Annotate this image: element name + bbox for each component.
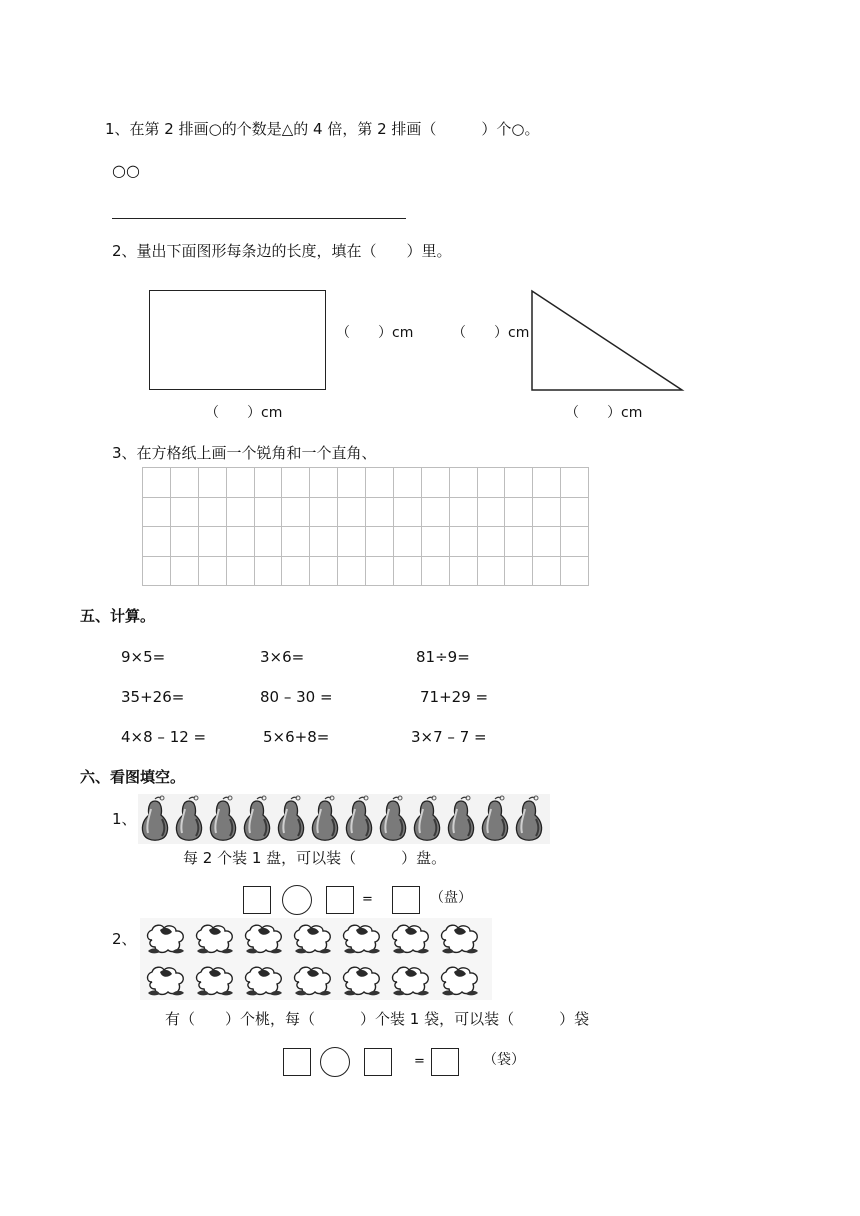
grid-cell[interactable] xyxy=(505,468,533,498)
pear-icon xyxy=(512,795,546,843)
section-6-title: 六、看图填空。 xyxy=(80,768,186,786)
grid-cell[interactable] xyxy=(422,527,450,557)
grid-cell[interactable] xyxy=(255,468,283,498)
calc-2-2: 80 – 30 = xyxy=(260,688,333,706)
grid-cell[interactable] xyxy=(338,498,366,528)
tri-side-answer: （ ）cm xyxy=(452,325,530,341)
section-5-title: 五、计算。 xyxy=(80,607,156,625)
q6-1-text: 每 2 个装 1 盘，可以装（ ）盘。 xyxy=(183,849,447,867)
grid-cell[interactable] xyxy=(366,557,394,587)
calc-1-2: 3×6= xyxy=(260,648,305,666)
peach-icon xyxy=(289,920,338,956)
peach-icon xyxy=(338,962,387,998)
pear-icon xyxy=(274,795,308,843)
grid-cell[interactable] xyxy=(143,498,171,528)
grid-cell[interactable] xyxy=(255,498,283,528)
grid-cell[interactable] xyxy=(227,498,255,528)
grid-cell[interactable] xyxy=(310,527,338,557)
tri-bottom-answer: （ ）cm xyxy=(565,405,643,421)
answer-box-4[interactable] xyxy=(364,1048,392,1076)
operator-circle-2[interactable] xyxy=(320,1047,350,1077)
grid-cell[interactable] xyxy=(199,468,227,498)
calc-3-2: 5×6+8= xyxy=(263,728,330,746)
grid-cell[interactable] xyxy=(282,468,310,498)
pear-icon xyxy=(444,795,478,843)
grid-cell[interactable] xyxy=(282,527,310,557)
grid-cell[interactable] xyxy=(143,527,171,557)
grid-cell[interactable] xyxy=(450,527,478,557)
peach-picture xyxy=(140,918,492,1000)
answer-box-1[interactable] xyxy=(243,886,271,914)
grid-cell[interactable] xyxy=(171,498,199,528)
grid-cell[interactable] xyxy=(450,498,478,528)
result-box-2[interactable] xyxy=(431,1048,459,1076)
peach-icon xyxy=(240,920,289,956)
grid-cell[interactable] xyxy=(478,498,506,528)
unit-label-2: （袋） xyxy=(483,1052,525,1068)
grid-cell[interactable] xyxy=(282,498,310,528)
peach-icon xyxy=(436,920,485,956)
q6-1-number: 1、 xyxy=(112,810,137,828)
pear-icon xyxy=(240,795,274,843)
grid-cell[interactable] xyxy=(394,468,422,498)
rect-bottom-answer: （ ）cm xyxy=(205,405,283,421)
grid-cell[interactable] xyxy=(561,498,589,528)
grid-cell[interactable] xyxy=(366,498,394,528)
q6-2-number: 2、 xyxy=(112,930,137,948)
grid-cell[interactable] xyxy=(478,557,506,587)
equals-sign: = xyxy=(362,892,373,907)
pear-icon xyxy=(138,795,172,843)
grid-cell[interactable] xyxy=(478,527,506,557)
square-grid[interactable] xyxy=(142,467,589,586)
grid-cell[interactable] xyxy=(171,557,199,587)
grid-cell[interactable] xyxy=(199,527,227,557)
peach-icon xyxy=(142,920,191,956)
grid-cell[interactable] xyxy=(505,557,533,587)
grid-cell[interactable] xyxy=(310,468,338,498)
grid-cell[interactable] xyxy=(450,557,478,587)
grid-cell[interactable] xyxy=(505,498,533,528)
pear-icon xyxy=(206,795,240,843)
circles-row: ○○ xyxy=(112,161,140,180)
pear-icon xyxy=(376,795,410,843)
grid-cell[interactable] xyxy=(143,557,171,587)
operator-circle[interactable] xyxy=(282,885,312,915)
grid-cell[interactable] xyxy=(338,557,366,587)
grid-cell[interactable] xyxy=(533,527,561,557)
grid-cell[interactable] xyxy=(282,557,310,587)
grid-cell[interactable] xyxy=(171,527,199,557)
grid-cell[interactable] xyxy=(561,557,589,587)
q-1-text: 1、在第 2 排画○的个数是△的 4 倍，第 2 排画（ ）个○。 xyxy=(105,120,540,138)
pear-picture xyxy=(138,794,550,844)
grid-cell[interactable] xyxy=(422,498,450,528)
grid-cell[interactable] xyxy=(394,557,422,587)
calc-1-1: 9×5= xyxy=(121,648,166,666)
grid-cell[interactable] xyxy=(199,498,227,528)
grid-cell[interactable] xyxy=(199,557,227,587)
pear-icon xyxy=(410,795,444,843)
pear-icon xyxy=(478,795,512,843)
q-3-text: 3、在方格纸上画一个锐角和一个直角、 xyxy=(112,444,377,462)
result-box[interactable] xyxy=(392,886,420,914)
grid-cell[interactable] xyxy=(422,557,450,587)
peach-icon xyxy=(191,962,240,998)
grid-cell[interactable] xyxy=(227,557,255,587)
peach-icon xyxy=(142,962,191,998)
calc-2-1: 35+26= xyxy=(121,688,185,706)
peach-icon xyxy=(240,962,289,998)
answer-box-2[interactable] xyxy=(326,886,354,914)
peach-icon xyxy=(338,920,387,956)
answer-line xyxy=(112,218,406,219)
grid-cell[interactable] xyxy=(338,468,366,498)
grid-cell[interactable] xyxy=(366,527,394,557)
grid-cell[interactable] xyxy=(450,468,478,498)
pear-icon xyxy=(308,795,342,843)
calc-2-3: 71+29 = xyxy=(420,688,489,706)
equals-sign-2: = xyxy=(414,1054,425,1069)
grid-cell[interactable] xyxy=(533,468,561,498)
grid-cell[interactable] xyxy=(255,557,283,587)
calc-1-3: 81÷9= xyxy=(416,648,470,666)
rect-side-answer: （ ）cm xyxy=(336,325,414,341)
grid-cell[interactable] xyxy=(310,498,338,528)
peach-icon xyxy=(436,962,485,998)
grid-cell[interactable] xyxy=(255,527,283,557)
grid-cell[interactable] xyxy=(394,498,422,528)
grid-cell[interactable] xyxy=(505,527,533,557)
calc-3-1: 4×8 – 12 = xyxy=(121,728,207,746)
pear-icon xyxy=(342,795,376,843)
grid-cell[interactable] xyxy=(561,468,589,498)
rectangle-figure xyxy=(149,290,326,390)
grid-cell[interactable] xyxy=(310,557,338,587)
grid-cell[interactable] xyxy=(338,527,366,557)
grid-cell[interactable] xyxy=(394,527,422,557)
grid-cell[interactable] xyxy=(143,468,171,498)
grid-cell[interactable] xyxy=(533,498,561,528)
grid-cell[interactable] xyxy=(422,468,450,498)
grid-cell[interactable] xyxy=(478,468,506,498)
grid-cell[interactable] xyxy=(561,527,589,557)
peach-icon xyxy=(289,962,338,998)
peach-icon xyxy=(387,962,436,998)
right-triangle-figure xyxy=(530,289,686,393)
grid-cell[interactable] xyxy=(227,468,255,498)
answer-box-3[interactable] xyxy=(283,1048,311,1076)
peach-icon xyxy=(191,920,240,956)
pear-icon xyxy=(172,795,206,843)
unit-label: （盘） xyxy=(430,890,472,906)
grid-cell[interactable] xyxy=(171,468,199,498)
grid-cell[interactable] xyxy=(533,557,561,587)
q6-2-text: 有（ ）个桃，每（ ）个装 1 袋，可以装（ ）袋 xyxy=(165,1010,590,1028)
q-2-text: 2、量出下面图形每条边的长度，填在（ ）里。 xyxy=(112,242,452,260)
peach-icon xyxy=(387,920,436,956)
grid-cell[interactable] xyxy=(366,468,394,498)
grid-cell[interactable] xyxy=(227,527,255,557)
calc-3-3: 3×7 – 7 = xyxy=(411,728,487,746)
